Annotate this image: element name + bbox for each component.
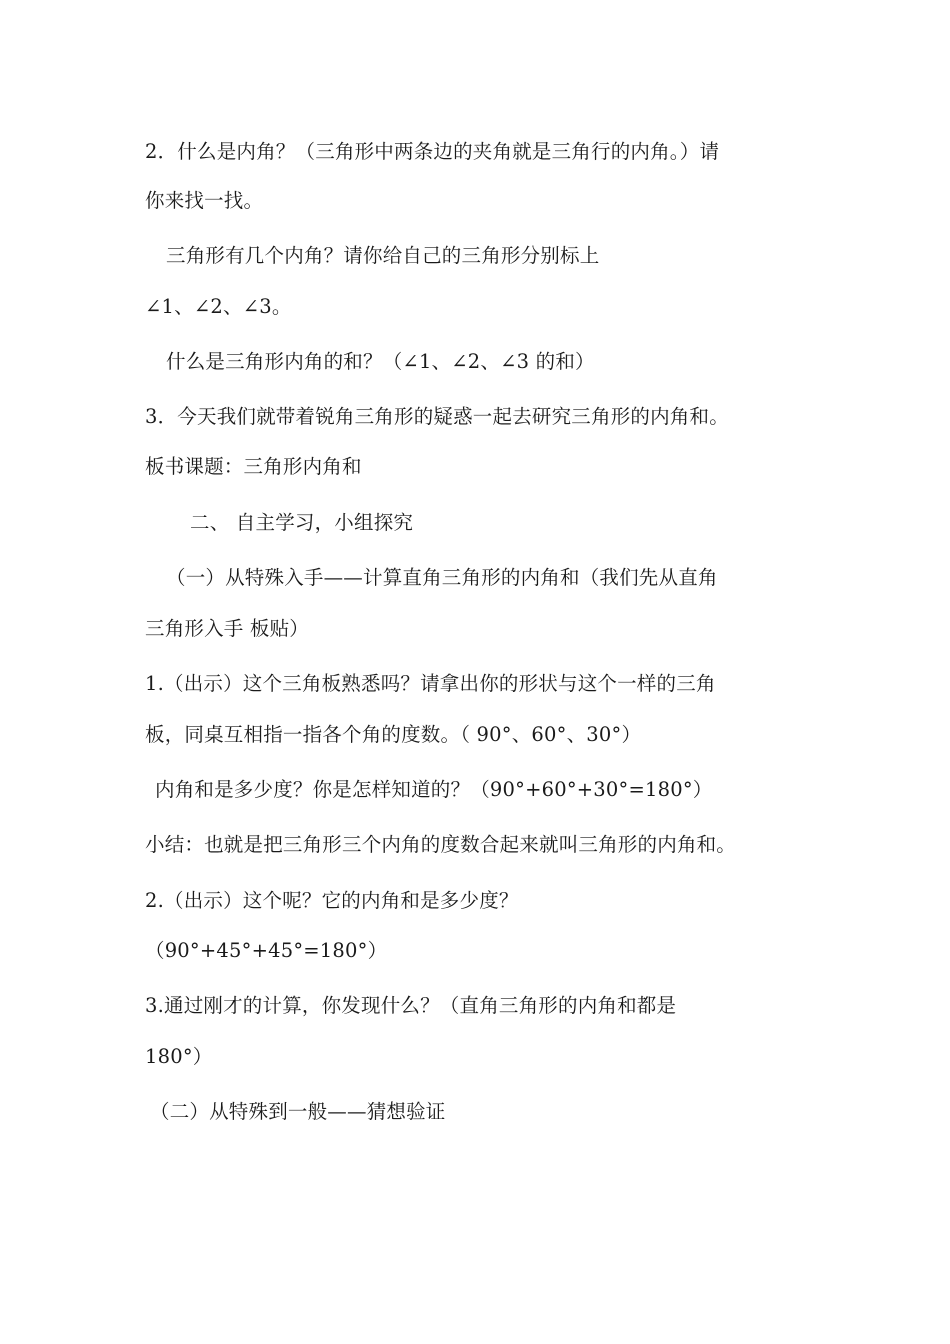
summary-line: 小结：也就是把三角形三个内角的度数合起来就叫三角形的内角和。 [145,833,737,856]
paragraph-line-4: ∠1、∠2、∠3。 [145,295,292,318]
paragraph-line-12: 板，同桌互相指一指各个角的度数。（ 90°、60°、30°） [145,723,642,746]
paragraph-line-13: 内角和是多少度？你是怎样知道的？（90°+60°+30°=180°） [155,778,713,801]
paragraph-line-17: 3.通过刚才的计算，你发现什么？（直角三角形的内角和都是 [145,994,677,1017]
subsection-heading-1: （一）从特殊入手——计算直角三角形的内角和（我们先从直角 [166,566,718,589]
paragraph-line-11: 1.（出示）这个三角板熟悉吗？请拿出你的形状与这个一样的三角 [145,672,716,695]
paragraph-line-15: 2.（出示）这个呢？它的内角和是多少度？ [145,889,519,912]
board-title-line: 板书课题：三角形内角和 [145,455,362,478]
paragraph-line-6: 3．今天我们就带着锐角三角形的疑惑一起去研究三角形的内角和。 [145,405,729,428]
paragraph-line-2: 你来找一找。 [145,189,264,212]
paragraph-line-18: 180°） [145,1045,213,1068]
subsection-heading-2: （二）从特殊到一般——猜想验证 [150,1100,446,1123]
section-heading-2: 二、 自主学习，小组探究 [190,511,414,534]
paragraph-line-3: 三角形有几个内角？请你给自己的三角形分别标上 [166,244,600,267]
paragraph-line-10: 三角形入手 板贴） [145,617,309,640]
paragraph-line-1: 2．什么是内角？（三角形中两条边的夹角就是三角行的内角。）请 [145,140,720,163]
paragraph-line-5: 什么是三角形内角的和？（∠1、∠2、∠3 的和） [166,350,595,373]
paragraph-line-16: （90°+45°+45°=180°） [145,939,388,962]
